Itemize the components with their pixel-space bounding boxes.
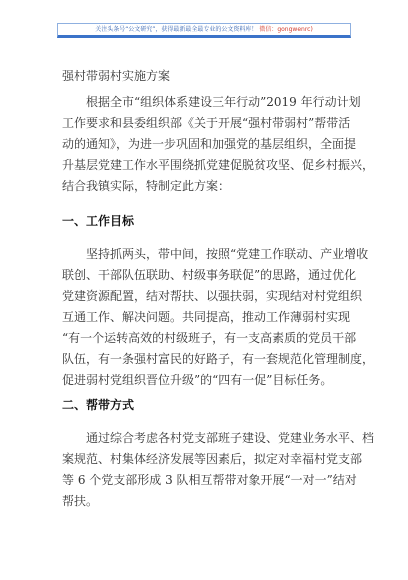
text-line: 联创、干部队伍联助、村级事务联促”的思路，通过优化 xyxy=(62,268,357,282)
section-heading-method: 二、帮带方式 xyxy=(62,398,135,412)
text-line: 动的通知》，为进一步巩固和加强党的基层组织，全面提 xyxy=(62,137,357,151)
text-line: 案规范、村集体经济发展等因素后，拟定对幸福村党支部 xyxy=(62,452,363,466)
text-line: 队伍，有一条强村富民的好路子，有一套规范化管理制度， xyxy=(62,352,375,366)
method-paragraph xyxy=(62,428,375,512)
text-line: 等 6 个党支部形成 3 队相互帮带对象开展“一对一”结对 xyxy=(62,473,357,487)
text-line: 升基层党建工作水平围绕抓党建促脱贫攻坚、促乡村振兴， xyxy=(62,158,375,172)
text-line: 工作要求和县委组织部《关于开展“强村带弱村”帮带活 xyxy=(62,116,351,130)
text-line: 通过综合考虑各村党支部班子建设、党建业务水平、档 xyxy=(86,431,375,445)
document-title: 强村带弱村实施方案 xyxy=(62,69,171,83)
text-line: “有一个运转高效的村级班子，有一支高素质的党员干部 xyxy=(62,331,357,345)
text-line: 结合我镇实际，特制定此方案： xyxy=(62,179,231,193)
banner-prefix: 关注头条号“公文研究”，获得最新最全最专业的公文资料库！ xyxy=(95,26,258,33)
banner-wechat: 微信：gongwenrc) xyxy=(259,26,313,33)
goals-paragraph xyxy=(62,244,375,391)
text-line: 坚持抓两头，带中间，按照“党建工作联动、产业增收 xyxy=(86,247,369,261)
text-line: 帮扶。 xyxy=(62,494,99,508)
text-line: 党建资源配置，结对帮扶、以强扶弱，实现结对村党组织 xyxy=(62,289,363,303)
text-line: 促进弱村党组织晋位升级”的“四有一促”目标任务。 xyxy=(62,373,333,387)
text-line: 根据全市“组织体系建设三年行动”2019 年行动计划 xyxy=(86,95,361,109)
section-heading-goals: 一、工作目标 xyxy=(62,214,135,228)
intro-paragraph xyxy=(62,92,375,197)
text-line: 互通工作、解决问题。共同提高，推动工作薄弱村实现 xyxy=(62,310,351,324)
promo-banner xyxy=(57,23,351,38)
